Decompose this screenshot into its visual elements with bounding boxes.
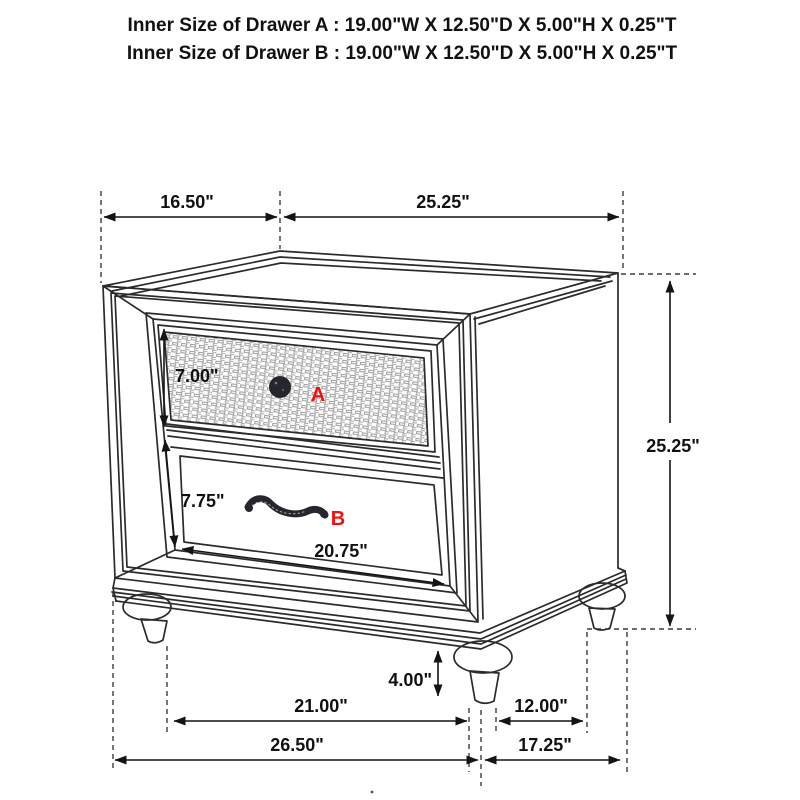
label-top-width: 25.25" [416,192,470,212]
right-leg-bulb [579,583,625,609]
handle-right-loop [320,510,328,518]
label-overall-front: 26.50" [270,735,324,755]
knob-highlight [275,382,278,385]
front-leg-foot [470,671,499,703]
drawer-b-handle-icon [248,499,325,515]
handle-left-loop [245,504,253,512]
label-drawer-b-width: 20.75" [314,541,368,561]
label-drawer-a-height: 7.00" [175,366,219,386]
label-top-depth: 16.50" [160,192,214,212]
header-line-drawer-a: Inner Size of Drawer A : 19.00"W X 12.50"D X 5.00"H X 0.25"T [127,15,677,36]
label-leg-height: 4.00" [388,670,432,690]
stray-dot [371,791,374,794]
left-leg [123,594,171,643]
drawer-a-knob-icon [269,376,291,398]
nightstand-body [103,251,627,703]
drawer-b-top-edge [171,447,443,478]
top-face-bevel-1 [112,257,610,291]
dim-line-drawer-b-height [165,440,175,547]
header [127,15,678,64]
drawer-b-letter: B [330,508,346,530]
left-leg-foot [141,619,167,643]
dimension-labels [160,192,700,755]
label-side-height: 25.25" [646,436,700,456]
right-leg-foot [589,608,615,630]
knob-highlight-2 [282,389,284,391]
top-right-cornice-2 [479,286,605,324]
label-overall-side: 17.25" [518,735,572,755]
top-right-cornice-1 [474,281,612,319]
header-line-drawer-b: Inner Size of Drawer B : 19.00"W X 12.50"D X 5.00"H X 0.25"T [126,43,678,64]
front-leg-bulb [454,641,512,673]
label-drawer-b-height: 7.75" [181,491,225,511]
label-side-between-legs: 12.00" [514,696,568,716]
side-panel-edge [618,273,625,571]
label-front-between-legs: 21.00" [294,696,348,716]
dim-line-drawer-b-width [182,549,444,584]
front-leg [454,641,512,703]
molding-top-edge [113,568,625,633]
extension-lines [101,191,696,786]
drawer-a-letter: A [310,384,326,406]
